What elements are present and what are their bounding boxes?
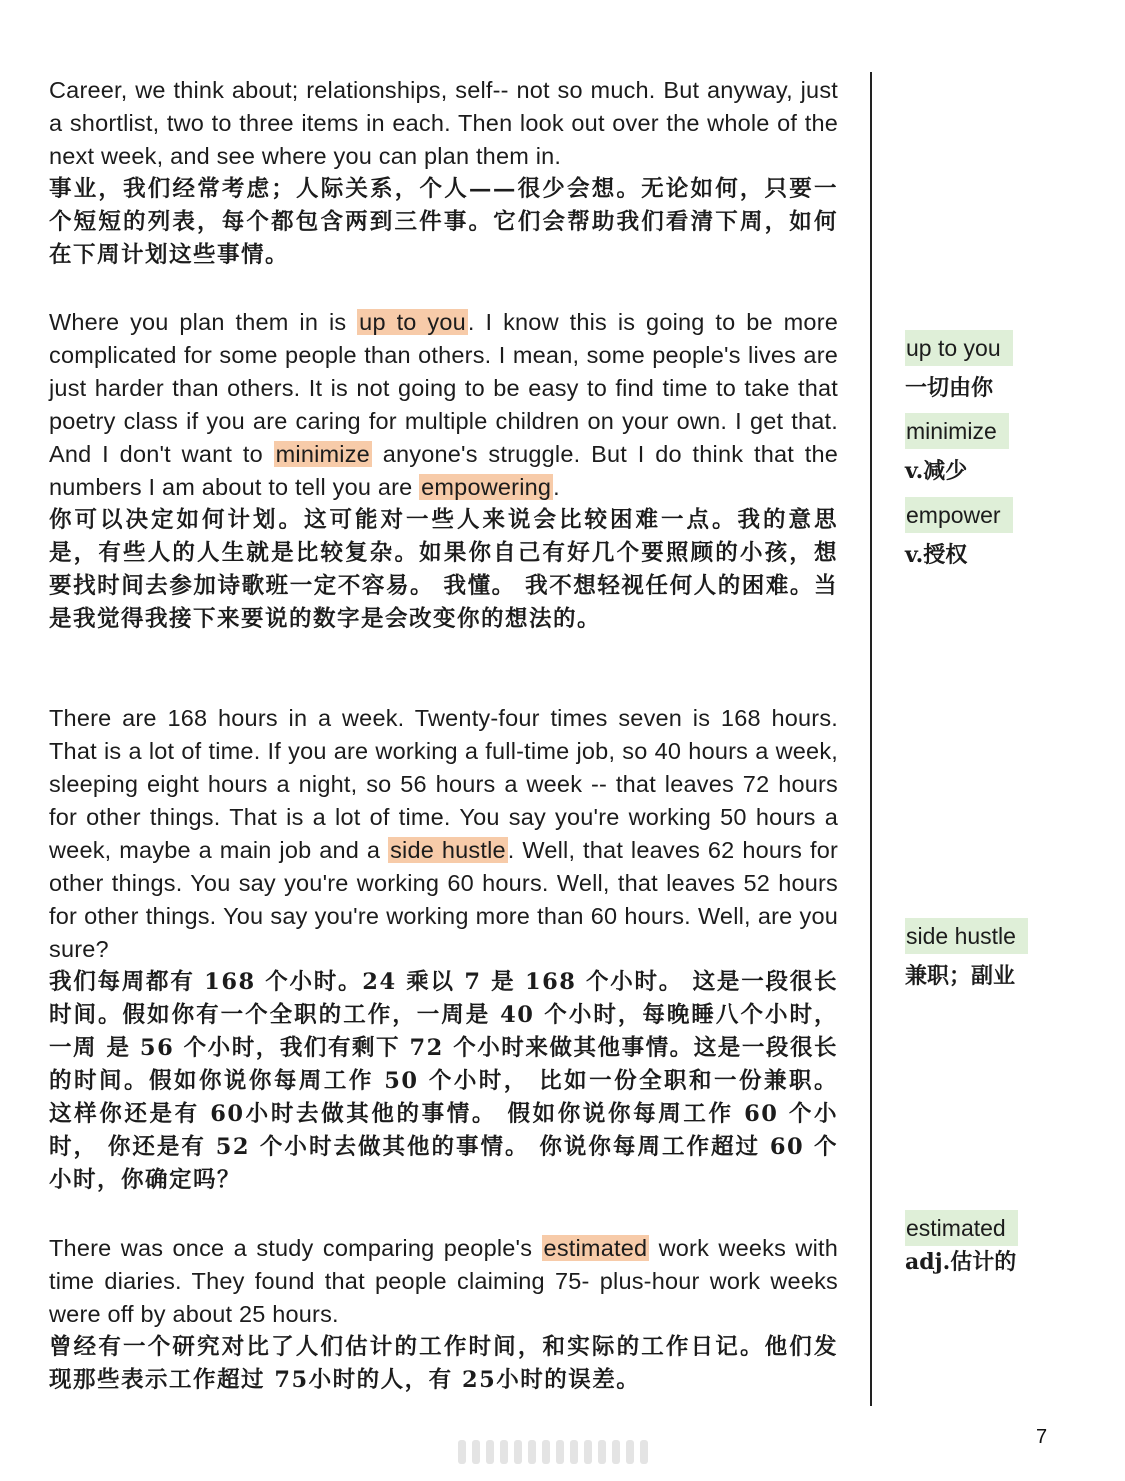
text-run: anyone's struggle. But I do think that the numbers I am about to tell you are [49,441,838,500]
paragraph-3-english [49,702,838,966]
paragraph-1-chinese: 事业，我们经常考虑；人际关系，个人——很少会想。无论如何，只要一个短短的列表，每个都包含两到三件事。它们会帮助我们看清下周，如何在下周计划这些事情。 [49,176,838,268]
paragraph-1-english: Career, we think about; relationships, self-- not so much. But anyway, just a shortlist, two to three items in each. Then look out over the whole of the next week, and see where you can plan them in. [49,77,838,169]
column-divider [870,72,872,1406]
paragraph-2-chinese: 你可以决定如何计划。这可能对一些人来说会比较困难一点。我的意思是，有些人的人生就是比较复杂。如果你自己有好几个要照顾的小孩，想要找时间去参加诗歌班一定不容易。 我懂。 我不想轻视任何人的困难。当是我觉得我接下来要说的数字是会改变你的想法的。 [49,507,838,632]
vocab-empower [905,497,1105,571]
paragraph-4-chinese: 曾经有一个研究对比了人们估计的工作时间，和实际的工作日记。他们发现那些表示工作超过 75小时的人，有 25小时的误差。 [49,1334,838,1393]
text-run: There was once a study comparing people's [49,1235,542,1261]
text-run: There are 168 hours in a week. Twenty-four times seven is 168 hours. That is a lot of time. If you are working a full-time job, so 40 hours a week, sleeping eight hours a night, so 56 hours a week -- that leaves 72 hours for other things. That is a lot of time. You say you're working 50 hours a week, maybe a main job and a [49,705,838,863]
paragraph-1 [49,74,838,272]
paragraph-3-chinese: 我们每周都有 168 个小时。24 乘以 7 是 168 个小时。 这是一段很长时间。假如你有一个全职的工作，一周是 40 个小时，每晚睡八个小时，一周 是 56 个小时，我们有剩下 72 个小时来做其他事情。这是一段很长的时间。假如你说你每周工作 50 个小时， 比如一份全职和一份兼职。 这样你还是有 60小时去做其他的事情。 假如你说你每周工作 60 个小时， 你还是有 52 个小时去做其他的事情。 你说你每周工作超过 60 个小时，你确定吗？ [49,969,838,1193]
vocab-estimated [905,1210,1105,1278]
paragraph-4 [49,1232,838,1397]
vocab-definition: v.授权 [905,542,968,568]
watermark-decoration [458,1440,673,1470]
vocab-definition: 兼职；副业 [905,963,1016,989]
text-run: . [553,474,560,500]
vocab-definition: adj.估计的 [905,1249,1017,1275]
vocab-definition: v.减少 [905,458,968,484]
paragraph-4-english [49,1232,838,1331]
paragraph-3 [49,702,838,1197]
vocab-term: minimize [905,413,1009,449]
vocab-definition: 一切由你 [905,375,994,401]
highlight-up-to-you: up to you [359,309,466,335]
text-run: work weeks with time diaries. They found that people claiming 75- plus-hour work weeks were off by about 25 hours. [49,1235,838,1327]
vocab-term: side hustle [905,918,1028,954]
text-run: Where you plan them in is [49,309,358,335]
vocab-minimize [905,413,1105,487]
text-run: . I know this is going to be more complicated for some people than others. I mean, some people's lives are just harder than others. It is not going to be easy to find time to take that poetry class if you are caring for multiple children on your own. I get that. And I don't want to [49,309,838,467]
paragraph-2 [49,306,838,636]
highlight-empowering: empowering [421,474,552,500]
highlight-estimated: estimated [543,1235,648,1261]
vocab-side-hustle [905,918,1105,992]
vocab-term: estimated [905,1210,1018,1246]
page-number: 7 [1036,1426,1048,1448]
text-run: . Well, that leaves 62 hours for other things. You say you're working 60 hours. Well, that leaves 52 hours for other things. You say you're working more than 60 hours. Well, are you sure? [49,837,839,962]
vocab-term: up to you [905,330,1013,366]
paragraph-2-english [49,306,838,504]
highlight-minimize: minimize [275,441,370,467]
highlight-side-hustle: side hustle [390,837,506,863]
vocab-term: empower [905,497,1013,533]
vocab-up-to-you [905,330,1105,404]
